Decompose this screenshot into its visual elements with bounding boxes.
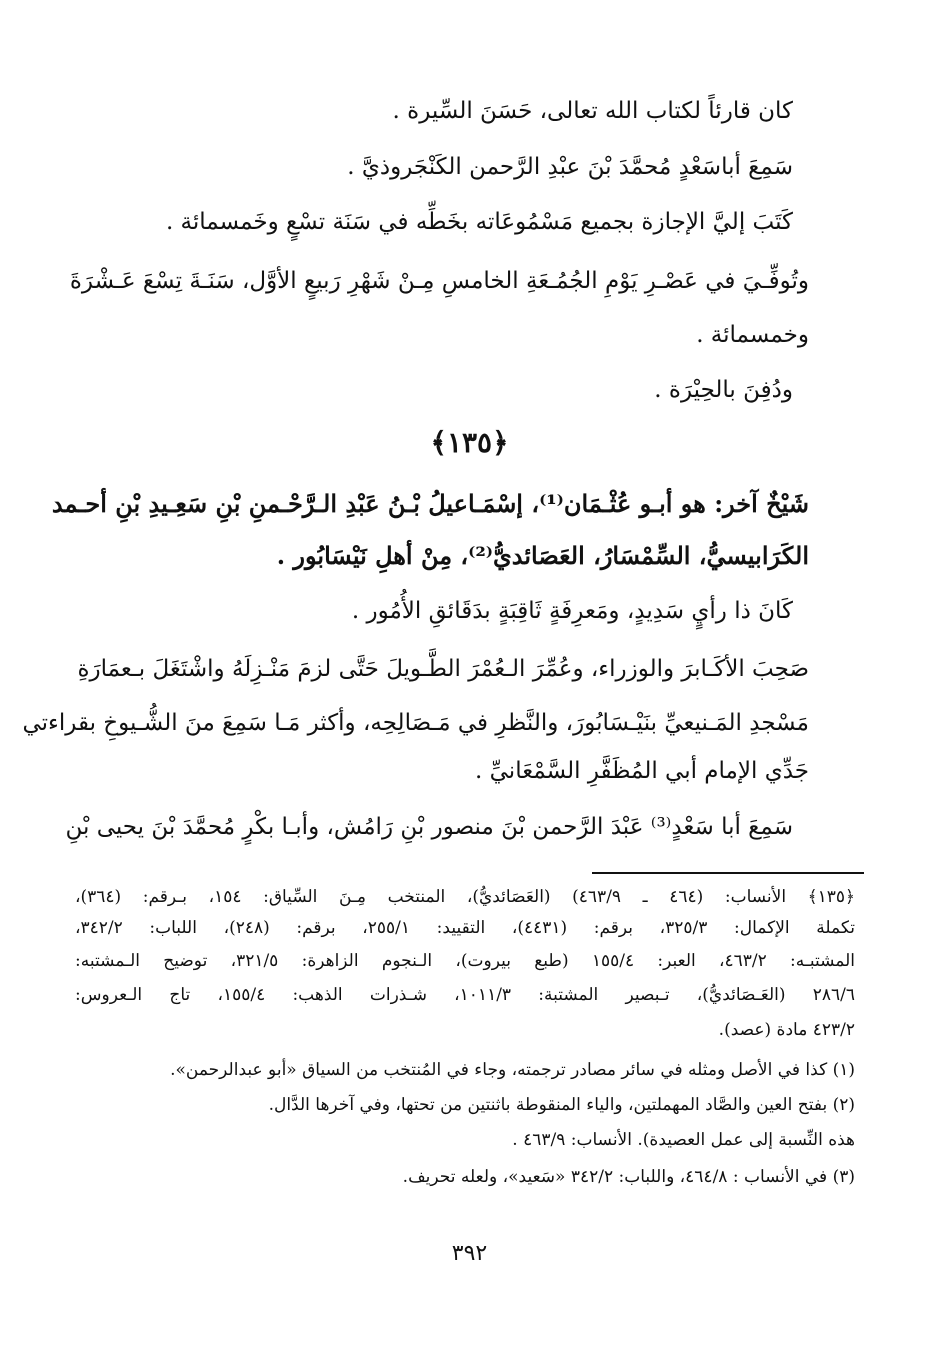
page-number: ٣٩٢ xyxy=(451,1241,488,1266)
footnote-divider xyxy=(592,872,864,874)
footnote-line: (١) كذا في الأصل ومثله في سائر مصادر ترجمته، وجاء في المُنتخب من السياق «أبو عبدالرحمن». xyxy=(170,1060,855,1080)
text-line: وخمسمائة . xyxy=(696,322,809,348)
entry-header-line: شَيْخٌ آخر: هو أبـو عُثْـمَان⁽¹⁾، إسْمَـاعيلُ بْـنُ عَبْدِ الـرَّحْـمنِ بْنِ سَعِـيدِ بْنِ أحـمد xyxy=(51,489,809,518)
text-line: سَمِعَ أباسَعْدٍ مُحمَّدَ بْنَ عبْدِ الرَّحمن الكَنْجَروذيَّ . xyxy=(347,154,793,180)
footnote-line: ٤٢٣/٢ مادة (عصد). xyxy=(718,1020,855,1040)
entry-number: ﴿١٣٥﴾ xyxy=(430,426,509,459)
text-line: كان قارئاً لكتاب الله تعالى، حَسَنَ السِّيرة . xyxy=(392,98,793,124)
footnote-line: هذه النِّسبة إلى عمل العصيدة). الأنساب: ٤٦٣/٩ . xyxy=(512,1130,855,1150)
text-line: وتُوفِّـيَ في عَصْـرِ يَوْمِ الجُمُـعَةِ الخامسِ مِـنْ شَهْرِ رَبيعٍ الأوَّل، سَنَـةَ تِسْعَ عَـشْرَةَ xyxy=(69,268,809,294)
text-line: مَسْجدِ المَـنيعيِّ بنَيْـسَابُورَ، والنَّظرِ في مَـصَالِحِه، وأكثر مَـا سَمِعَ منَ الشُّـيوخِ بقراءتي xyxy=(22,710,809,736)
footnote-line: تكملة الإكمال: ٣٢٥/٣، برقم: (٤٤٣١)، التقييد: ٢٥٥/١، برقم: (٢٤٨)، اللباب: ٣٤٢/٢، xyxy=(75,918,855,938)
text-line: كَتَبَ إليَّ الإجازة بجميع مَسْمُوعَاته بخَطِّه في سَنَة تسْعٍ وخَمسمائة . xyxy=(165,209,793,235)
footnote-line: ﴿١٣٥﴾ الأنساب: (٤٦٤ ـ ٤٦٣/٩) (العَصَائديُّ)، المنتخب مِـنَ السِّياق: ١٥٤، بـرقم: (٣٦٤)، xyxy=(75,887,855,907)
text-line: جَدِّي الإمام أبي المُظَفَّرِ السَّمْعَانيِّ . xyxy=(475,758,809,784)
footnote-line: المشتبـه: ٤٦٣/٢، العبر: ١٥٥/٤ (طبع بيروت)، الـنجوم الزاهرة: ٣٢١/٥، توضيح الـمشتبه: xyxy=(75,951,856,971)
text-line: ودُفِنَ بالحِيْرَة . xyxy=(654,377,793,403)
footnote-line: (٣) في الأنساب : ٤٦٤/٨، واللباب: ٣٤٢/٢ «سَعيد»، ولعله تحريف. xyxy=(402,1167,855,1187)
text-line: سَمِعَ أبا سَعْدٍ⁽³⁾ عَبْدَ الرَّحمن بْنَ منصور بْنِ رَامُش، وأبـا بكْرٍ مُحمَّدَ بْنَ يحيى بْنِ xyxy=(65,814,793,840)
text-line: صَحِبَ الأكَـابرَ والوزراء، وعُمِّرَ الـعُمْرَ الطَّـويلَ حَتَّى لزمَ مَنْـزِلَهُ واشْتَغَلَ بـعمَارَةِ xyxy=(77,656,809,682)
entry-header-line: الكَرَابيسيُّ، السِّمْسَارُ، العَصَائديُّ⁽²⁾، مِنْ أهلِ نَيْسَابُور . xyxy=(276,541,809,570)
footnote-line: (٢) بفتح العين والصَّاد المهملتين، والياء المنقوطة باثنتين من تحتها، وفي آخرها الدَّال. xyxy=(268,1095,855,1115)
footnote-line: ٢٨٦/٦ (العَـصَائديُّ)، تـبصير المشتبة: ١٠١١/٣، شـذرات الذهب: ١٥٥/٤، تاج الـعروس: xyxy=(75,985,855,1005)
text-line: كَانَ ذا رأيٍ سَدِيدٍ، ومَعرِفَةٍ ثَاقِبَةٍ بدَقَائقِ الأُمُور . xyxy=(351,598,793,624)
